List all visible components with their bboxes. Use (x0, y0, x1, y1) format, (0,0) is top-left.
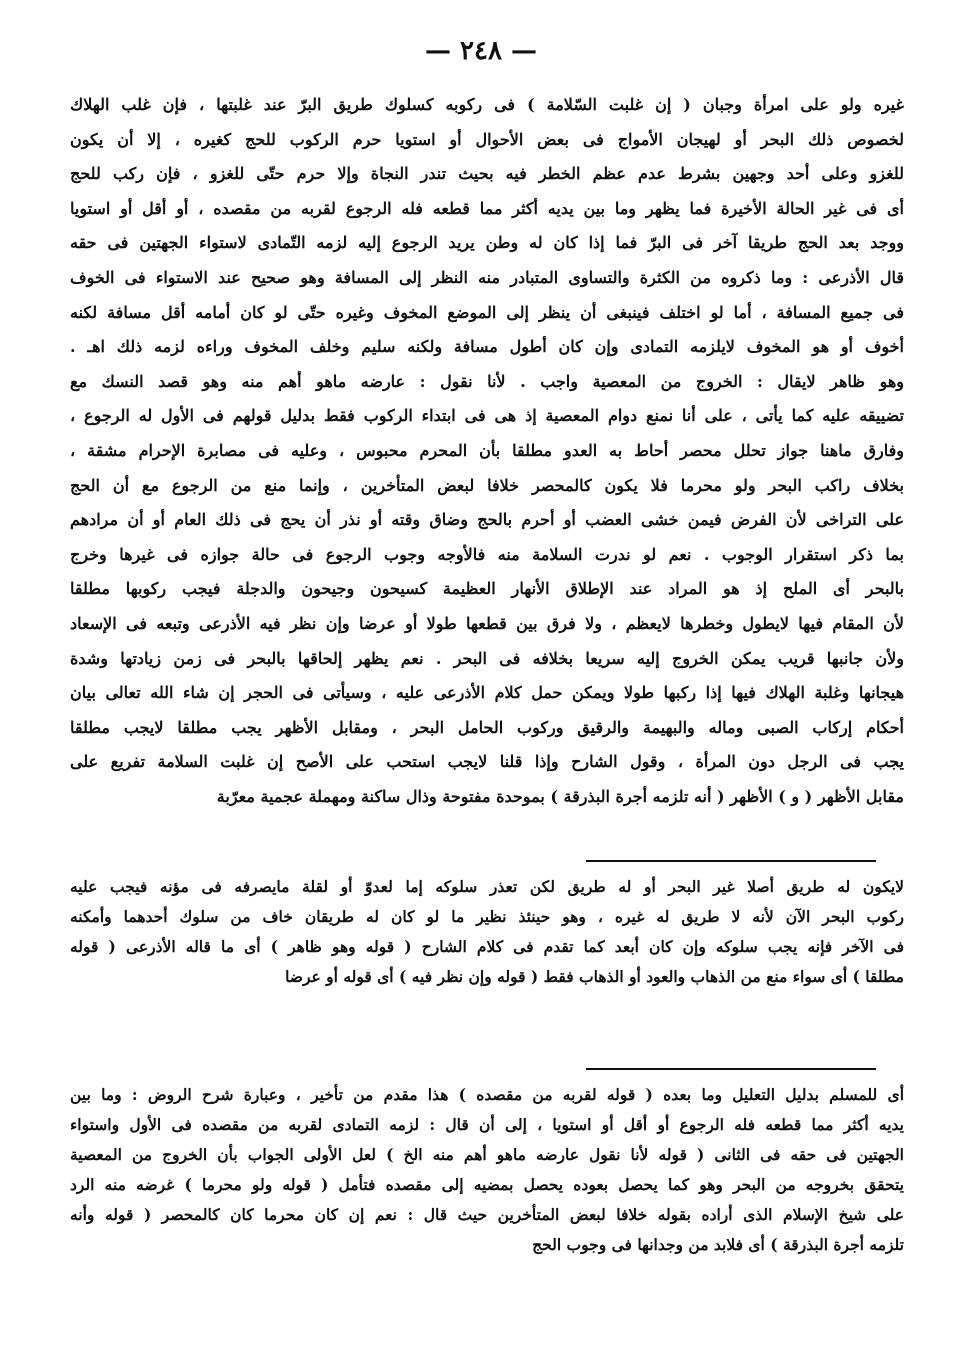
footnote-line: أى للمسلم بدليل التعليل وما بعده ( قوله لقربه من مقصده ) هذا مقدم من تأخير ، وعبارة شرح الروض : وما بين (70, 1085, 904, 1104)
footnote-block-1 (70, 872, 904, 992)
text-line: هيجانها وغلبة الهلاك فيها إذا ركبها طولا ويمكن حمل كلام الأذرعى عليه ، وسيأتى فى الحجر إن شاء الله تعالى بيان (70, 683, 904, 703)
main-text (70, 88, 904, 814)
footnote-line: يديه أكثر مما قطعه فله الرجوع أو أقل أو استويا ، إلى أن قال : لزمه التمادى لقربه من مقصده فى الأول واستواء (70, 1115, 904, 1134)
footnote-line: فى الآخر فإنه يجب سلوكه وإن كان أبعد كما تقدم فى كلام الشارح ( قوله وهو ظاهر ) أى ما قاله الأذرعى ( قوله (70, 937, 904, 956)
text-line: للغزو وعلى أحد وجهين بشرط عدم عظم الخطر فيه بحيث تندر النجاة وإلا حرم حتّى للغزو ، فإن ركب للحج (70, 164, 904, 184)
footnote-line: يتحقق بخروجه من البحر وهو كما يحصل بعوده يحصل بمضيه إلى مقصده فتأمل ( قوله ولو محرما ) غرضه منه الرد (70, 1175, 904, 1194)
text-line: يجب فى الرجل دون المرأة ، وقول الشارح وإذا قلنا لايجب استحب على الأصح إن غلبت السلامة تفريع على (70, 752, 904, 772)
footnote-line: على شيخ الإسلام الذى أراده بقوله خلافا لبعض المتأخرين حيث قال : نعم إن كان محرما كان كالمحصر ( قوله وأنه (70, 1205, 904, 1224)
text-line: مقابل الأظهر ( و ) الأظهر ( أنه تلزمه أجرة البذرقة ) بموحدة مفتوحة وذال ساكنة ومهملة عجمية معرّبة (216, 786, 904, 806)
footnote-line: لايكون له طريق أصلا غير البحر أو له طريق لكن تعذر سلوكه إما لعدوّ أو لقلة مايصرفه فى مؤنه فيجب عليه (70, 877, 904, 896)
text-line: لأن المقام فيها لايطول وخطرها لايعظم ، ولا فرق بين قطعها طولا أو عرضا وإن نظر فيه الأذرعى وتبعه فى الإسعاد (70, 613, 904, 633)
footnote-line: مطلقا ) أى سواء منع من الذهاب والعود أو الذهاب فقط ( قوله وإن نظر فيه ) أى قوله أو عرضا (285, 967, 904, 986)
text-line: أحكام إركاب الصبى وماله والبهيمة والرقيق وركوب الحامل البحر ، ومقابل الأظهر يجب مطلقا لايجب مطلقا (70, 717, 904, 737)
text-line: أى فى غير الحالة الأخيرة فما يظهر وما بين يديه أكثر مما قطعه فله الرجوع لقربه من مقصده ، أو أقل أو استويا (70, 198, 904, 218)
text-line: بما ذكر استقرار الوجوب . نعم لو ندرت السلامة منه فالأوجه وجوب الرجوع فى حالة جوازه فى غيرها وخرج (70, 544, 904, 564)
text-line: قال الأذرعى : وما ذكروه من الكثرة والتساوى المتبادر منه النظر إلى المسافة وهو صحيح عند الاستواء فى الخوف (70, 267, 904, 287)
text-line: وفارق ماهنا جواز تحلل محصر أحاط به العدو مطلقا بأن المحرم محبوس ، وعليه فى مصابرة الإحرام مشقة ، (70, 440, 904, 460)
text-line: تضييقه عليه كما يأتى ، على أنا نمنع دوام المعصية إذ هى فى ابتداء الركوب فقط بدليل قولهم فى الأول له الرجوع ، (70, 406, 904, 426)
text-line: غيره ولو على امرأة وجبان ( إن غلبت السّلامة ) فى ركوبه كسلوك طريق البرّ عند غلبتها ، فإن غلب الهلاك (70, 95, 904, 114)
text-line: بخلاف راكب البحر ولو محرما فلا يكون كالمحصر خلافا لبعض المتأخرين ، وإنما منع من الرجوع مع أن الحج (70, 475, 904, 495)
text-line: لخصوص ذلك البحر أو لهيجان الأمواج فى بعض الأحوال أو استويا حرم الركوب للحج كغيره ، إلا أن يكون (70, 129, 904, 149)
text-line: ووجد بعد الحج طريقا آخر فى البرّ فما إذا كان له وطن يريد الرجوع إليه لزمه التّمادى لاستواء الجهتين فى حقه (70, 233, 904, 253)
footnote-separator (586, 860, 876, 862)
footnote-line: الجهتين فى حقه فى الثانى ( قوله لأنا نقول عارضه ماهو أهم منه الخ ) لعل الأولى الجواب بأن الخروج من المعصية (70, 1145, 904, 1164)
footnote-separator (586, 1068, 876, 1070)
text-line: على التراخى لأن الفرض فيمن خشى العضب أو أحرم بالحج وضاق وقته أو نذر أن يحج فى ذلك العام أو أن مرادهم (70, 510, 904, 530)
text-line: فى جميع المسافة ، أما لو اختلف فينبغى أن ينظر إلى الموضع المخوف وغيره حتّى لو كان أمامه أقل مسافة لكنه (70, 302, 904, 322)
text-line: أخوف أو هو المخوف لايلزمه التمادى وإن كان أطول مسافة ولكنه سليم وخلف المخوف وراءه لزمه ذلك اهـ . (70, 337, 904, 357)
page-number: — ٢٤٨ — (424, 36, 538, 66)
text-line: وهو ظاهر لايقال : الخروج من المعصية واجب . لأنا نقول : عارضه ماهو أهم منه وهو قصد النسك مع (70, 371, 904, 391)
text-line: بالبحر أى الملح إذ هو المراد عند الإطلاق الأنهار العظيمة كسيحون وجيحون والدجلة فيجب ركوبها مطلقا (70, 579, 904, 599)
text-line: ولأن جانبها قريب يمكن الخروج إليه سريعا بخلافه فى البحر . نعم يظهر إلحاقها بالبحر فى زمن زيادتها وشدة (70, 648, 904, 668)
footnote-line: ركوب البحر الآن لأنه لا طريق له غيره ، وهو حينئذ نظير ما لو كان له طريقان خاف من سلوك أحدهما وأمكنه (70, 907, 904, 926)
footnote-block-2 (70, 1080, 904, 1260)
footnote-line: تلزمه أجرة البذرقة ) أى فلابد من وجدانها فى وجوب الحج (532, 1235, 904, 1254)
